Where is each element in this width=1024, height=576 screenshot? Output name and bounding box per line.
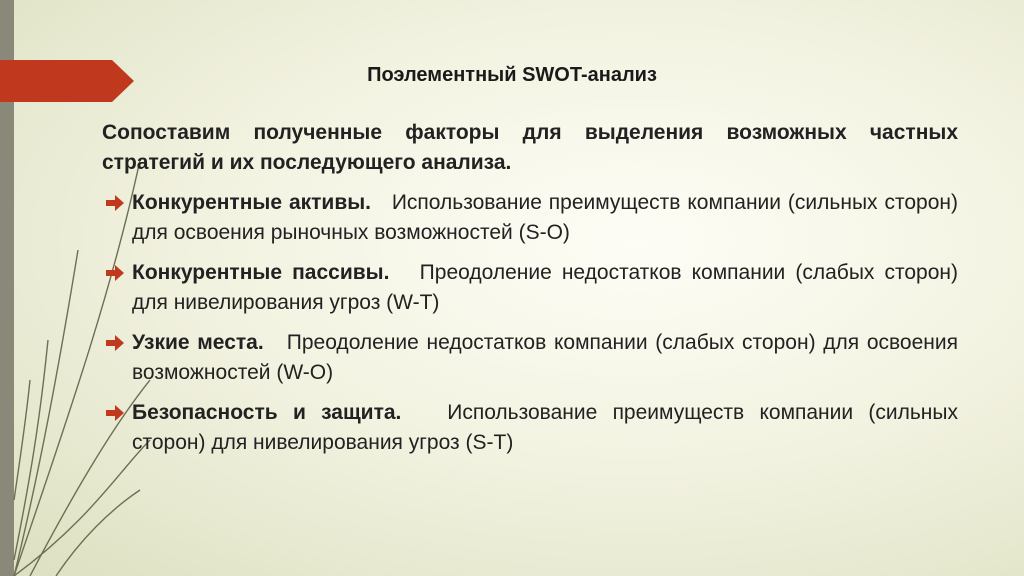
- bullet-competitive-assets: [102, 188, 958, 248]
- arrow-right-icon: [106, 265, 124, 281]
- slide-title: Поэлементный SWOT-анализ: [367, 64, 657, 86]
- bullet-bottlenecks: [102, 328, 958, 388]
- bullet-term: Узкие места.: [132, 331, 280, 354]
- bullet-term: Конкурентные пассивы.: [132, 261, 410, 284]
- arrow-right-icon: [106, 405, 124, 421]
- bullet-competitive-liabilities: [102, 258, 958, 318]
- bullet-text: Использование преимуществ компании (сильных сторон) для освоения рыночных возможностей (S-O): [132, 191, 958, 244]
- slide-content: [102, 118, 958, 468]
- bullet-term: Конкурентные активы.: [132, 191, 385, 214]
- arrow-right-icon: [106, 335, 124, 351]
- intro-text: Сопоставим полученные факторы для выделения возможных частных стратегий и их последующего анализа.: [102, 121, 958, 174]
- bullet-text: Преодоление недостатков компании (слабых сторон) для освоения возможностей (W-O): [132, 331, 958, 384]
- bullet-text: Преодоление недостатков компании (слабых сторон) для нивелирования угроз (W-T): [132, 261, 959, 314]
- arrow-right-icon: [106, 195, 124, 211]
- bullet-term: Безопасность и защита.: [132, 401, 432, 424]
- bullet-security-protection: [102, 398, 958, 458]
- bullet-text: Использование преимуществ компании (сильных сторон) для нивелирования угроз (S-T): [132, 401, 958, 454]
